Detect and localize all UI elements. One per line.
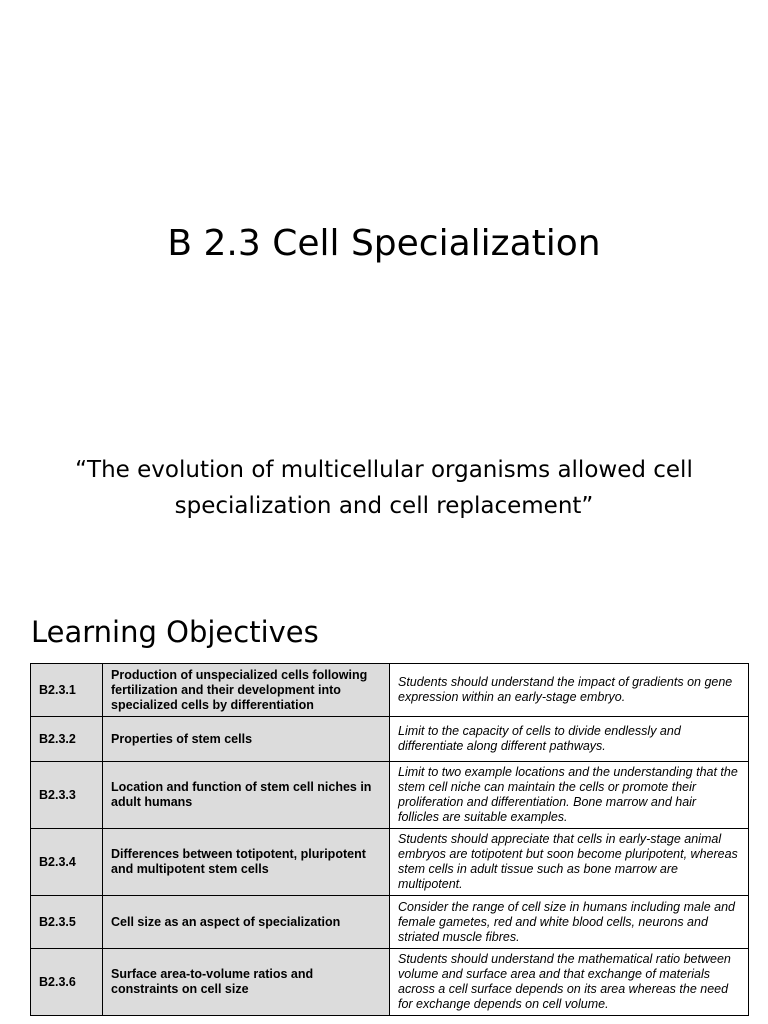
objective-topic: Location and function of stem cell niches in adult humans bbox=[103, 762, 390, 829]
objective-code: B2.3.1 bbox=[31, 664, 103, 717]
objective-guidance: Students should appreciate that cells in early-stage animal embryos are totipotent but soon become pluripotent, whereas stem cells in adult tissue such as bone marrow are multipotent. bbox=[390, 829, 749, 896]
objective-topic: Cell size as an aspect of specialization bbox=[103, 896, 390, 949]
objective-guidance: Students should understand the mathematical ratio between volume and surface area and that exchange of materials across a cell surface depends on its area whereas the need for exchange depends on cell volume. bbox=[390, 949, 749, 1016]
objective-guidance: Students should understand the impact of gradients on gene expression within an early-stage embryo. bbox=[390, 664, 749, 717]
objective-topic: Surface area-to-volume ratios and constraints on cell size bbox=[103, 949, 390, 1016]
table-row bbox=[31, 664, 749, 717]
objective-topic: Differences between totipotent, pluripotent and multipotent stem cells bbox=[103, 829, 390, 896]
page-title: B 2.3 Cell Specialization bbox=[167, 223, 601, 264]
objective-guidance: Limit to the capacity of cells to divide endlessly and differentiate along different pathways. bbox=[390, 717, 749, 762]
objective-topic: Properties of stem cells bbox=[103, 717, 390, 762]
table-row bbox=[31, 829, 749, 896]
quote-text: “The evolution of multicellular organisms allowed cell specialization and cell replacement” bbox=[75, 457, 693, 519]
table-row bbox=[31, 949, 749, 1016]
objective-code: B2.3.6 bbox=[31, 949, 103, 1016]
table-row bbox=[31, 762, 749, 829]
section-title: Learning Objectives bbox=[31, 615, 319, 649]
objective-guidance: Consider the range of cell size in humans including male and female gametes, red and white blood cells, neurons and striated muscle fibres. bbox=[390, 896, 749, 949]
objective-code: B2.3.5 bbox=[31, 896, 103, 949]
objective-topic: Production of unspecialized cells following fertilization and their development into specialized cells by differentiation bbox=[103, 664, 390, 717]
objective-code: B2.3.4 bbox=[31, 829, 103, 896]
objective-code: B2.3.3 bbox=[31, 762, 103, 829]
table-row bbox=[31, 896, 749, 949]
table-row bbox=[31, 717, 749, 762]
objectives-table bbox=[30, 663, 749, 1016]
objective-guidance: Limit to two example locations and the understanding that the stem cell niche can maintain the cells or promote their proliferation and differentiation. Bone marrow and hair follicles are suitable examples. bbox=[390, 762, 749, 829]
objective-code: B2.3.2 bbox=[31, 717, 103, 762]
